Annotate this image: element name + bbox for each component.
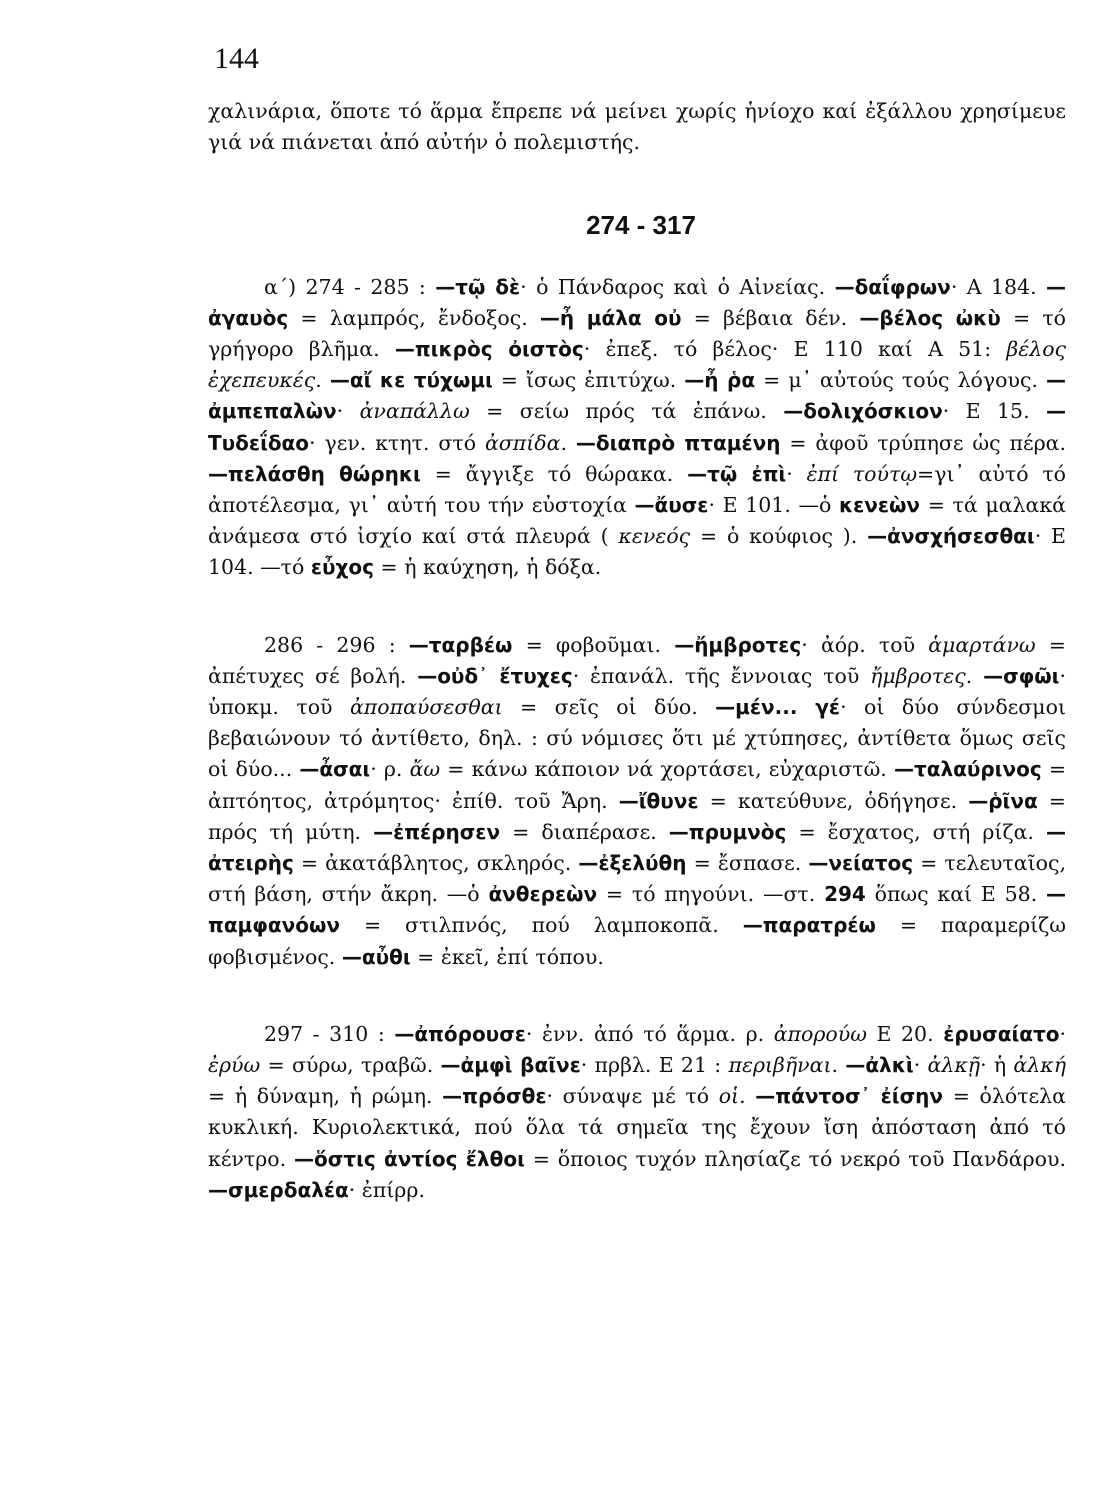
- lemma: —ἦ μάλα οὐ: [539, 305, 682, 330]
- text-run: · ἐπανάλ. τῆς ἔννοιας τοῦ: [572, 663, 871, 688]
- lemma: —πρόσθε: [442, 1084, 547, 1109]
- text-run: · ἡ: [980, 1053, 1014, 1078]
- text-run: · ἐνν. ἀπό τό ἅρμα. ρ.: [525, 1021, 774, 1046]
- lemma: —ἀπόρουσε: [394, 1021, 526, 1046]
- text-run: ·: [1059, 1021, 1067, 1046]
- text-run: = ὁ κούφιος ).: [690, 524, 868, 549]
- lemma: —ὅστις ἀντίος ἔλθοι: [293, 1146, 525, 1171]
- text-run: · σύναψε μέ τό: [546, 1084, 719, 1109]
- text-run: = βέβαια δέν.: [681, 305, 860, 330]
- lemma: —δαΐφρων: [834, 274, 951, 299]
- section-heading: 274 - 317: [586, 210, 696, 241]
- italic-term: ἀσπίδα: [484, 430, 561, 455]
- text-run: = ἀπτόητος, ἀτρόμητος· ἐπίθ. τοῦ Ἄρη.: [208, 757, 1067, 813]
- lemma: —παμφανόων: [208, 882, 1066, 938]
- text-run: = κατεύθυνε, ὁδήγησε.: [698, 788, 969, 813]
- italic-term: ἄω: [409, 757, 441, 782]
- text-run: .: [560, 430, 576, 455]
- text-run: = τό γρήγορο βλῆμα.: [208, 305, 1067, 362]
- italic-term: ἤμβροτες: [870, 663, 966, 688]
- lemma: —πικρὸς ὀιστὸς: [394, 337, 584, 362]
- commentary-297-310: [208, 1019, 1066, 1206]
- lemma: —ταρβέω: [408, 632, 513, 657]
- text-run: = τελευταῖος, στή βάση, στήν ἄκρη. —ὁ: [208, 851, 1066, 907]
- lemma: —σμερδαλέα: [208, 1177, 349, 1202]
- text-run: = ἀκατάβλητος, σκληρός.: [293, 851, 579, 876]
- lemma: —τῷ δὲ: [435, 274, 521, 299]
- lemma: —ταλαύρινος: [893, 757, 1042, 782]
- lemma: —πελάσθη θώρηκι: [208, 461, 421, 486]
- lemma: —παρατρέω: [742, 913, 876, 938]
- lemma: εὖχος: [310, 555, 375, 580]
- commentary-286-296: [208, 630, 1066, 973]
- lemma: —βέλος ὠκὺ: [859, 305, 1001, 330]
- lemma: —ἀγαυὸς: [208, 274, 1067, 330]
- lemma: —μέν... γέ: [715, 695, 841, 720]
- lemma: —ἀτειρὴς: [208, 819, 1066, 876]
- text-run: · ὁ Πάνδαρος καὶ ὁ Αἰνείας.: [520, 274, 835, 299]
- italic-term: ἐπί τούτῳ: [806, 461, 918, 486]
- text-run: = ἡ καύχηση, ἡ δόξα.: [374, 555, 602, 580]
- italic-term: κενεός: [618, 524, 691, 549]
- text-run: ·: [336, 399, 360, 424]
- text-run: = παραμερίζω φοβισμένος.: [208, 913, 1066, 969]
- text-run: = μ᾽ αὐτούς τούς λόγους.: [755, 368, 1046, 393]
- text-run: · ὑποκμ. τοῦ: [208, 663, 1066, 720]
- text-run: = ἔσπασε.: [686, 851, 809, 876]
- text-run: = ἀφοῦ τρύπησε ὡς πέρα.: [780, 430, 1067, 455]
- text-run: α΄) 274 - 285 :: [264, 274, 436, 299]
- text-run: · ἐπεξ. τό βέλος· Ε 110 καί Α 51:: [583, 337, 1007, 362]
- text-run: = ὅποιος τυχόν πλησίαζε τό νεκρό τοῦ Πανδάρου.: [524, 1146, 1066, 1171]
- lemma: —οὐδ᾽ ἔτυχες: [417, 663, 573, 688]
- lemma: —ἦ ῥα: [684, 368, 756, 393]
- text-run: = διαπέρασε.: [500, 819, 669, 844]
- text-run: · ἐπίρρ.: [348, 1177, 425, 1202]
- italic-term: ἀλκή: [1013, 1053, 1066, 1078]
- text-run: = ἡ δύναμη, ἡ ρώμη.: [208, 1084, 443, 1109]
- text-run: ·: [913, 1053, 928, 1078]
- text-run: · πρβλ. Ε 21 :: [580, 1053, 729, 1078]
- text-run: = ἀπέτυχες σέ βολή.: [208, 632, 1066, 688]
- text-run: .: [965, 663, 984, 688]
- text-run: · Α 184.: [950, 274, 1047, 299]
- lemma: —ἤμβροτες: [674, 632, 802, 657]
- text-run: = πρός τή μύτη.: [208, 788, 1066, 844]
- italic-term: ἐρύω: [208, 1053, 261, 1078]
- lemma: —σφῶι: [983, 663, 1060, 688]
- lemma: —δολιχόσκιον: [783, 399, 943, 424]
- lemma: —Τυδεΐδαο: [208, 399, 1066, 455]
- text-run: = σεῖς οἱ δύο.: [502, 695, 716, 720]
- text-run: .: [315, 368, 330, 393]
- text-run: · Ε 15.: [942, 399, 1046, 424]
- text-run: .: [739, 1084, 756, 1109]
- lemma: —αἴ κε τύχωμι: [329, 368, 493, 393]
- italic-term: ἀποπαύσεσθαι: [349, 695, 503, 720]
- lemma: —πρυμνὸς: [668, 819, 787, 844]
- lemma: —ἀμφὶ βαῖνε: [440, 1053, 581, 1078]
- italic-term: βέλος ἐχεπευκές: [208, 337, 1067, 393]
- text-run: ·: [786, 461, 807, 486]
- text-run: = ἴσως ἐπιτύχω.: [492, 368, 685, 393]
- intro-paragraph: χαλινάρια, ὅποτε τό ἅρμα ἔπρεπε νά μείνει χωρίς ἡνίοχο καί ἐξάλλου χρησίμευε γιά νά πιάνεται ἀπό αὐτήν ὁ πολεμιστής.: [208, 99, 1066, 155]
- body-text: [208, 96, 1066, 1206]
- text-run: · οἱ δύο σύνδεσμοι βεβαιώνουν τό ἀντίθετο, δηλ. : σύ νόμισες ὅτι μέ χτύπησες, ἀντίθετα ὅμως σεῖς οἱ δύο...: [208, 695, 1066, 782]
- commentary-274-285: [208, 272, 1066, 584]
- italic-term: ἀναπάλλω: [359, 399, 470, 424]
- text-run: = κάνω κάποιον νά χορτάσει, εὐχαριστῶ.: [440, 757, 894, 782]
- text-run: · ἀόρ. τοῦ: [801, 632, 929, 657]
- italic-term: ἀπορούω: [773, 1021, 867, 1046]
- lemma: —ῥῖνα: [968, 788, 1038, 813]
- lemma: ἀνθερεὼν: [488, 882, 598, 907]
- text-run: · Ε 104. —τό: [208, 524, 1067, 580]
- text-run: · γεν. κτητ. στό: [309, 430, 485, 455]
- lemma: —ἀνσχήσεσθαι: [867, 524, 1035, 549]
- lemma: —ἴθυνε: [618, 788, 699, 813]
- italic-term: ἁμαρτάνω: [928, 632, 1036, 657]
- lemma: κενεὼν: [838, 493, 921, 518]
- lemma: —ἆσαι: [299, 757, 371, 782]
- lemma: —νείατος: [808, 851, 914, 876]
- text-run: · Ε 101. —ὁ: [708, 493, 839, 518]
- text-run: = φοβοῦμαι.: [512, 632, 675, 657]
- text-run: 286 - 296 :: [264, 632, 409, 657]
- text-run: = στιλπνός, πού λαμποκοπᾶ.: [340, 913, 743, 938]
- text-run: = ὁλότελα κυκλική. Κυριολεκτικά, πού ὅλα τά σημεῖα της ἔχουν ἴση ἀπόσταση ἀπό τό κέντρο.: [208, 1084, 1066, 1171]
- text-run: · ρ.: [370, 757, 410, 782]
- lemma: —ἐπέρησεν: [373, 819, 501, 844]
- lemma: —πάντοσ᾽ ἐίσην: [755, 1084, 944, 1109]
- lemma: —ἄυσε: [634, 493, 709, 518]
- verse-number: 294: [824, 882, 866, 907]
- text-run: = σύρω, τραβῶ.: [260, 1053, 441, 1078]
- text-run: = ἐκεῖ, ἐπί τόπου.: [410, 944, 604, 969]
- lemma: ἐρυσαίατο: [943, 1021, 1060, 1046]
- italic-term: οἱ: [718, 1084, 740, 1109]
- text-run: .: [831, 1053, 846, 1078]
- text-run: = τά μαλακά ἀνάμεσα στό ἰσχίο καί στά πλευρά (: [208, 493, 1066, 549]
- italic-term: περιβῆναι: [728, 1053, 832, 1078]
- text-run: = τό πηγούνι. —στ.: [597, 882, 825, 907]
- page-number: 144: [214, 42, 259, 75]
- text-run: Ε 20.: [866, 1021, 944, 1046]
- lemma: —αὖθι: [341, 944, 411, 969]
- italic-term: ἀλκῇ: [927, 1053, 981, 1078]
- text-run: = σείω πρός τά ἐπάνω.: [469, 399, 784, 424]
- lemma: —ἀμπεπαλὼν: [208, 368, 1066, 424]
- text-run: = ἔσχατος, στή ρίζα.: [786, 819, 1046, 844]
- lemma: —ἐξελύθη: [578, 851, 687, 876]
- text-run: = λαμπρός, ἔνδοξος.: [288, 305, 540, 330]
- text-run: =γι᾽ αὐτό τό ἀποτέλεσμα, γι᾽ αὐτή του τήν εὐστοχία: [208, 461, 1067, 518]
- text-run: 297 - 310 :: [264, 1021, 395, 1046]
- lemma: —τῷ ἐπὶ: [687, 461, 787, 486]
- text-run: ὅπως καί Ε 58.: [865, 882, 1046, 907]
- text-run: = ἄγγιξε τό θώρακα.: [420, 461, 688, 486]
- lemma: —διαπρὸ πταμένη: [575, 430, 781, 455]
- lemma: —ἀλκὶ: [845, 1053, 914, 1078]
